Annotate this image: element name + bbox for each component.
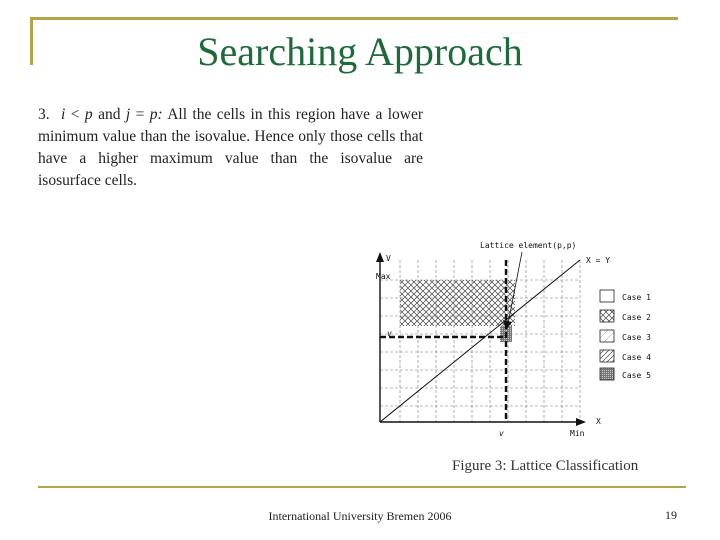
word-and: and [98,106,121,123]
legend-label-case2: Case 2 [622,313,651,322]
var-i: i [61,106,66,123]
legend-swatch-case1 [600,290,614,302]
x-axis-label: X [596,417,601,426]
v-label: v [387,329,392,338]
min-label: Min [570,429,585,438]
y-axis-label: V [386,254,391,263]
legend-swatch-case2 [600,310,614,322]
var-p-colon: p: [149,106,163,123]
page-number: 19 [665,508,677,522]
x-axis-arrow-icon [576,418,586,426]
max-label: Max [376,272,391,281]
legend-label-case3: Case 3 [622,333,651,342]
lattice-diagram-svg [360,234,660,444]
legend-swatch-case5 [600,368,614,380]
frame-top-rule [30,17,678,20]
lattice-element-label: Lattice element(p,p) [480,241,577,250]
case-paragraph [38,104,423,192]
legend-label-case1: Case 1 [622,293,651,302]
paragraph-body: All the cells in this region have a lower minimum value than the isovalue. Hence only those cells that have a higher maximum value than the isovalue are isosurface cells. [38,106,424,189]
slide-title: Searching Approach [197,29,523,74]
lattice-diagram [360,234,660,449]
y-axis-arrow-icon [376,252,384,262]
op-equals: = [135,106,145,123]
footer-text: International University Bremen 2006 [268,509,452,523]
legend [600,290,651,380]
legend-label-case4: Case 4 [622,353,651,362]
figure-caption: Figure 3: Lattice Classification [452,458,639,474]
var-j: j [125,106,131,123]
x-equals-y-label: X = Y [586,256,611,265]
item-number: 3. [38,106,50,123]
frame-bottom-rule [38,486,686,488]
case2-region [400,280,500,326]
legend-label-case5: Case 5 [622,371,651,380]
legend-swatch-case3 [600,330,614,342]
v-bottom-label: v [499,429,504,438]
var-p: p [84,106,93,123]
legend-swatch-case4 [600,350,614,362]
op-less-than: < [70,106,80,123]
